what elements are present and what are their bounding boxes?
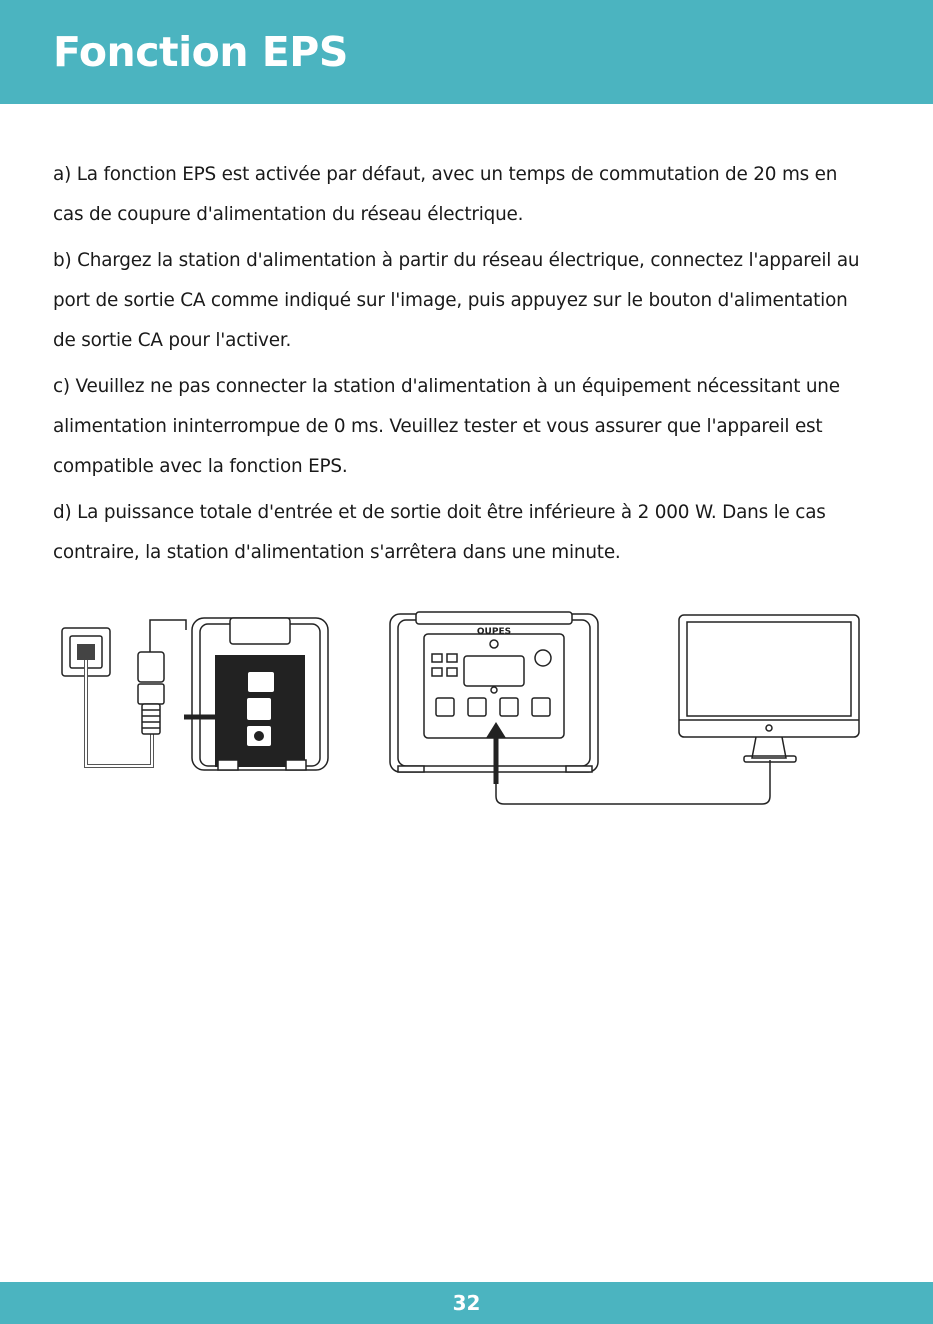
paragraph-b: b) Chargez la station d'alimentation à partir du réseau électrique, connectez l'appareil au port de sortie CA comme indiqué sur l'image, puis appuyez sur le bouton d'alimentation de sortie CA pour l'activer. <box>53 250 860 351</box>
power-station-back-icon <box>192 618 328 770</box>
output-arrow-icon <box>486 722 506 784</box>
paragraph-a: a) La fonction EPS est activée par défaut, avec un temps de commutation de 20 ms en cas de coupure d'alimentation du réseau électrique. <box>53 164 838 225</box>
brand-logo: OUPES <box>476 627 512 637</box>
page-footer <box>0 1282 933 1324</box>
power-cable-icon <box>86 620 186 766</box>
page-title: Fonction EPS <box>53 28 348 76</box>
paragraph-c: c) Veuillez ne pas connecter la station d'alimentation à un équipement nécessitant une alimentation ininterrompue de 0 ms. Veuillez tester et vous assurer que l'appareil est compatible avec la fonction EPS. <box>53 376 840 477</box>
diagram-svg <box>0 600 933 820</box>
monitor-icon <box>679 615 859 762</box>
instructions <box>53 155 863 579</box>
connection-diagram <box>0 600 933 820</box>
paragraph-d: d) La puissance totale d'entrée et de sortie doit être inférieure à 2 000 W. Dans le cas contraire, la station d'alimentation s'arrêtera dans une minute. <box>53 502 826 563</box>
page-number: 32 <box>452 1291 481 1315</box>
page-header <box>0 0 933 104</box>
